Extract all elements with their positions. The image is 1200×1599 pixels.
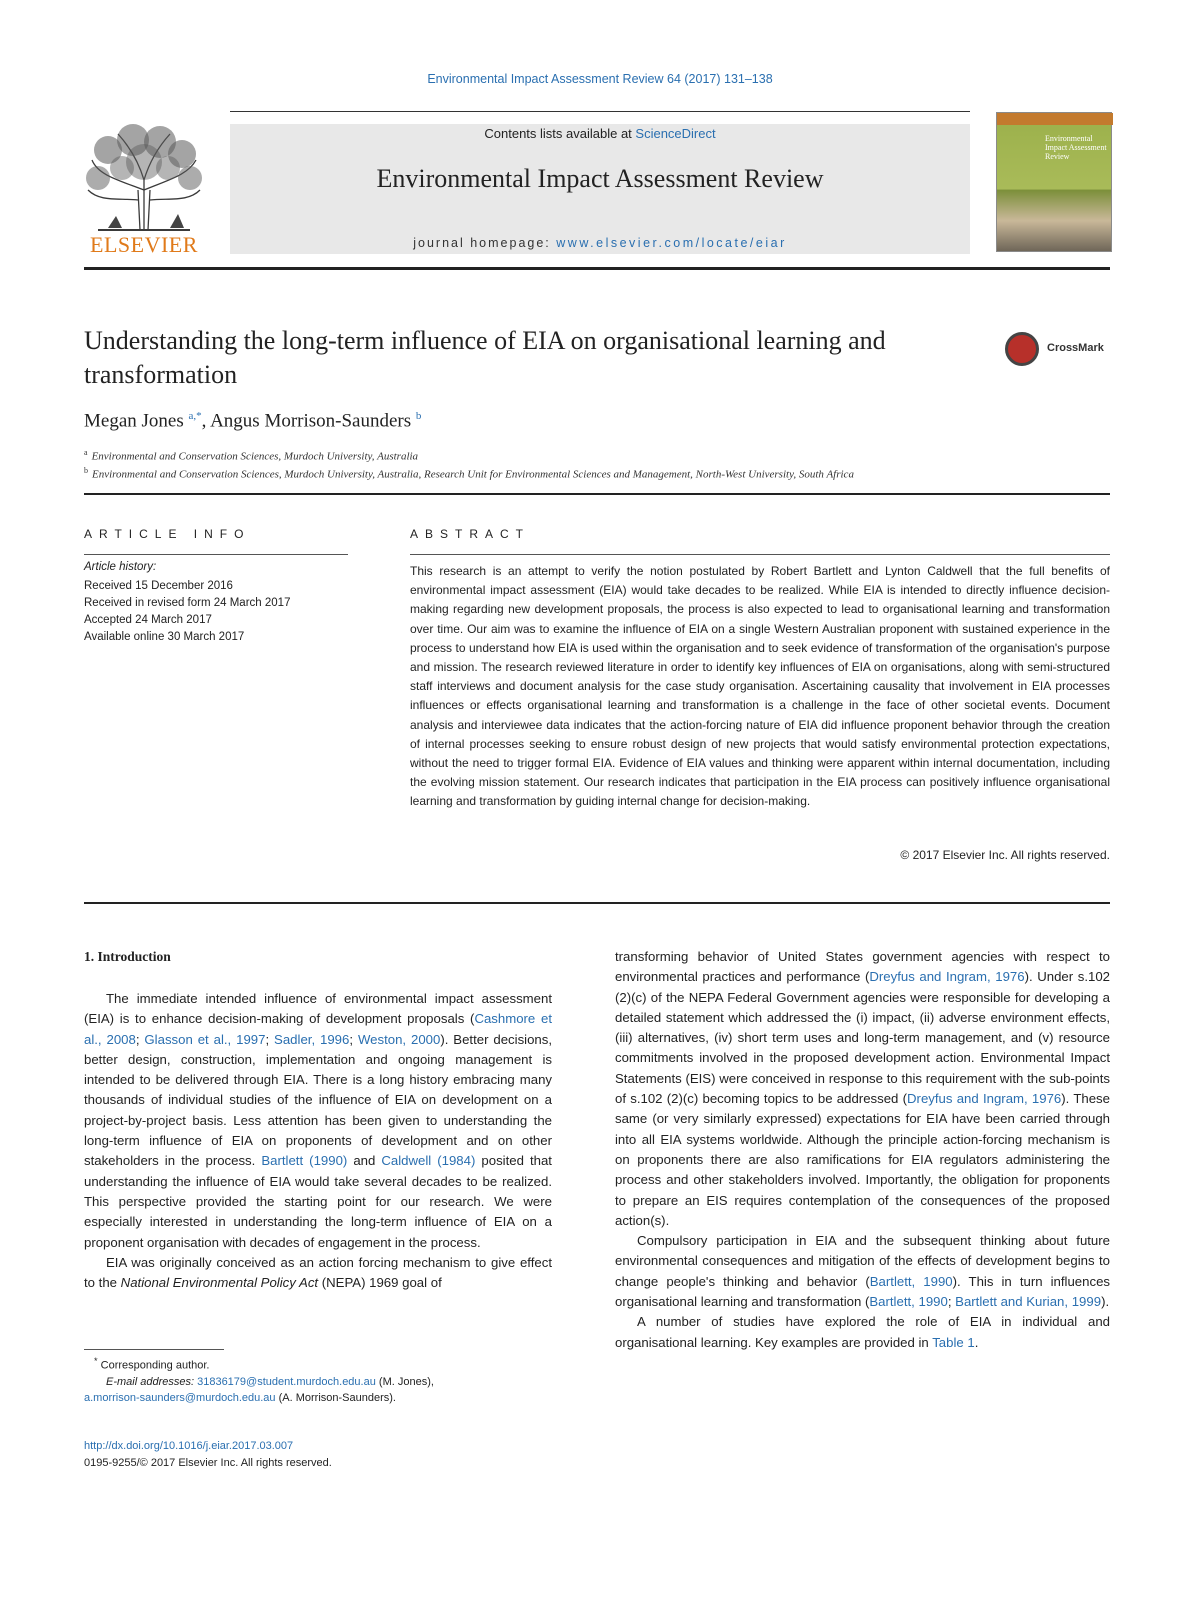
- ref-link[interactable]: Sadler, 1996: [274, 1031, 350, 1047]
- section-heading-introduction: 1. Introduction: [84, 949, 171, 964]
- text-run: .: [974, 1334, 979, 1350]
- ref-link[interactable]: Glasson et al., 1997: [144, 1031, 266, 1047]
- table-link[interactable]: Table 1: [932, 1334, 975, 1350]
- affiliation-rule: [84, 493, 1110, 495]
- author-jones-marks[interactable]: a,*: [188, 410, 202, 422]
- text-run: The immediate intended influence of environmental impact assessment (EIA) is to enhance decision-making of development proposals (: [84, 991, 552, 1027]
- journal-cover-thumbnail[interactable]: [996, 112, 1112, 252]
- ref-link[interactable]: Bartlett, 1990: [869, 1294, 948, 1310]
- abstract-copyright: © 2017 Elsevier Inc. All rights reserved.: [900, 848, 1110, 862]
- history-item: Received in revised form 24 March 2017: [84, 597, 291, 609]
- abstract-text: This research is an attempt to verify the notion postulated by Robert Bartlett and Lynton Caldwell that the full benefits of environmental impact assessment (EIA) would take decades to be realized. While EIA is intended to directly influence decision-making regarding new development proposals, the process is also expected to lead to organisational learning and transformation over time. Our aim was to examine the influence of EIA on a single Western Australian proponent with sustained experience in the process to understand how EIA is used within the organisation and to seek evidence of transformation of the organisation's purpose and mission. The research reviewed literature in order to identify key influences of EIA on organisations, along with semi-structured staff interviews and document analysis for the case study organisation. Ascertaining causality that involvement in EIA processes influences or effects organisational learning and transformation is a challenge in the face of other societal events. Document analysis and interviewee data indicates that the action-forcing nature of EIA did influence proponent behavior through the creation of internal processes seeking to ensure robust design of new projects that would satisfy environmental protection expectations, without the need to trigger formal EIA. Evidence of EIA values and thinking were apparent within internal documentation, including the evolving mission statement. Our research indicates that participation in the EIA process can positively influence organisational learning and transformation by guiding internal change for decision-making.: [410, 564, 1110, 809]
- homepage-link[interactable]: www.elsevier.com/locate/eiar: [556, 236, 787, 250]
- elsevier-wordmark: ELSEVIER: [90, 232, 198, 257]
- crossmark-badge[interactable]: [1005, 332, 1125, 368]
- header-rule-top: [230, 111, 970, 112]
- text-run: ).: [1101, 1294, 1110, 1310]
- text-run: transforming behavior of United States government agencies with respect to environmental practices and performance (: [615, 949, 1110, 985]
- ref-link[interactable]: Bartlett, 1990: [869, 1273, 953, 1289]
- affiliation-text: Environmental and Conservation Sciences, Murdoch University, Australia: [91, 450, 419, 463]
- paragraph: [84, 989, 552, 1253]
- crossmark-label: CrossMark: [1047, 342, 1104, 354]
- ref-link[interactable]: Dreyfus and Ingram, 1976: [869, 969, 1025, 985]
- ref-link[interactable]: Caldwell (1984): [381, 1153, 476, 1169]
- article-history-label: Article history:: [84, 561, 157, 573]
- ref-link[interactable]: Cashmore et al., 2008: [84, 1011, 553, 1047]
- ref-link[interactable]: Dreyfus and Ingram, 1976: [907, 1091, 1062, 1107]
- email-label: E-mail addresses:: [106, 1375, 198, 1388]
- paragraph: [615, 1231, 1110, 1312]
- journal-citation[interactable]: Environmental Impact Assessment Review 64 (2017) 131–138: [427, 72, 773, 86]
- text-run: ;: [349, 1031, 358, 1047]
- footnote-emails-cont: [84, 1390, 554, 1406]
- history-item: Received 15 December 2016: [84, 580, 233, 592]
- homepage-prefix: journal homepage:: [413, 236, 557, 250]
- history-item: Available online 30 March 2017: [84, 631, 245, 643]
- homepage-line: [230, 236, 970, 250]
- text-run: posited that understanding the influence of EIA would take several decades to be realized. This perspective provided the starting point for our research. We were especially interested in understanding the long-term influence of EIA on a proponent organisation with decades of engagement in the process.: [84, 1153, 552, 1250]
- email-name: (A. Morrison-Saunders).: [275, 1391, 396, 1404]
- article-title: Understanding the long-term influence of EIA on organisational learning and transformation: [84, 326, 886, 389]
- sciencedirect-link[interactable]: ScienceDirect: [635, 126, 716, 141]
- text-run: ;: [135, 1031, 145, 1047]
- footnote-mark: *: [94, 1356, 98, 1366]
- author-list: [84, 410, 421, 432]
- text-run: ). These same (or very similarly expressed) expectations for EIA have been carried through into all EIA systems worldwide. Although the principle action-forcing mechanism is on proponents there are also ramifications for EIA regulators administering the process and other stakeholders involved. Importantly, the obligation for proponents to prepare an EIS requires contemplation of the consequences of the proposed action(s).: [615, 1091, 1110, 1228]
- article-history-list: [84, 578, 290, 646]
- text-run: ). This in turn influences organisational learning and transformation (: [615, 1273, 1111, 1310]
- ref-link[interactable]: Weston, 2000: [357, 1031, 441, 1047]
- crossmark-icon: [1005, 332, 1039, 366]
- affiliation-a: [84, 448, 418, 463]
- footnote: [84, 1353, 554, 1406]
- abstract-bottom-rule: [84, 902, 1110, 904]
- contents-prefix: Contents lists available at: [484, 126, 636, 141]
- text-run: A number of studies have explored the role of EIA in individual and organisational learning. Key examples are provided in: [615, 1314, 1110, 1350]
- email-link-jones[interactable]: 31836179@student.murdoch.edu.au: [197, 1375, 376, 1388]
- issn-line: 0195-9255/© 2017 Elsevier Inc. All rights reserved.: [84, 1457, 332, 1469]
- text-run: EIA was originally conceived as an action forcing mechanism to give effect to the: [84, 1254, 552, 1291]
- author-separator: ,: [201, 410, 211, 432]
- footnote-corresponding-text: Corresponding author.: [100, 1359, 210, 1372]
- history-item: Accepted 24 March 2017: [84, 614, 212, 626]
- ref-link[interactable]: Bartlett and Kurian, 1999: [955, 1294, 1102, 1310]
- cover-band: [997, 113, 1113, 125]
- affiliation-mark: b: [84, 466, 88, 475]
- paragraph: [615, 1312, 1110, 1353]
- footnote-rule: [84, 1349, 224, 1350]
- affiliation-text: Environmental and Conservation Sciences, Murdoch University, Australia, Research Unit for Environmental Sciences and Management, North-West University, South Africa: [92, 468, 854, 481]
- journal-title: Environmental Impact Assessment Review: [376, 164, 824, 193]
- affiliation-b: [84, 466, 854, 481]
- text-run: Compulsory participation in EIA and the subsequent thinking about future environmental consequences and mitigation of the effects of development begins to change people's thinking and behavior (: [615, 1233, 1110, 1289]
- author-morrison-saunders-marks[interactable]: b: [415, 410, 422, 422]
- doi-link[interactable]: http://dx.doi.org/10.1016/j.eiar.2017.03.007: [84, 1440, 294, 1452]
- article-info-heading: ARTICLE INFO: [84, 527, 251, 541]
- footnote-corresponding: [84, 1353, 554, 1374]
- footnote-emails: [84, 1374, 554, 1390]
- text-run: and: [347, 1153, 382, 1169]
- article-info-rule: [84, 554, 348, 555]
- text-run: (NEPA) 1969 goal of: [318, 1275, 442, 1291]
- text-run: ). Better decisions, better design, construction, implementation and ongoing management is intended to be delivered through EIA. There is a long history embracing many thousands of individual studies of the influence of EIA on development on a project-by-project basis. Less attention has been given to understanding the long-term influence of EIA on proponents of development and on other stakeholders in the process.: [84, 1031, 553, 1169]
- text-run: ;: [947, 1294, 956, 1310]
- text-run-italic: National Environmental Policy Act: [120, 1275, 319, 1291]
- affiliation-mark: a: [84, 448, 88, 457]
- paragraph: [84, 1253, 552, 1294]
- email-link-morrison-saunders[interactable]: a.morrison-saunders@murdoch.edu.au: [84, 1391, 276, 1404]
- text-run: ;: [265, 1031, 275, 1047]
- ref-link[interactable]: Bartlett (1990): [261, 1153, 348, 1169]
- paragraph: [615, 947, 1110, 1231]
- email-name: (M. Jones),: [375, 1375, 434, 1388]
- body-column-left: [84, 989, 552, 1293]
- contents-line: [230, 126, 970, 141]
- text-run: ). Under s.102 (2)(c) of the NEPA Federal Government agencies were responsible for developing a detailed statement which addressed the (i) impact, (ii) adverse environment effects, (iii) alternatives, (iv) short term uses and long-term management, and (v) resource commitments involved in the proposed development action. Environmental Impact Statements (EIS) were conceived in response to this requirement with the sub-points of s.102 (2)(c) becoming topics to be addressed (: [615, 969, 1110, 1107]
- body-column-right: [615, 947, 1110, 1353]
- header-rule-bottom: [84, 267, 1110, 270]
- author-morrison-saunders[interactable]: Angus Morrison-Saunders: [210, 410, 412, 432]
- cover-title: Environmental Impact Assessment Review: [1045, 134, 1107, 161]
- author-jones[interactable]: Megan Jones: [84, 410, 184, 432]
- abstract-rule: [410, 554, 1110, 555]
- abstract-heading: ABSTRACT: [410, 527, 531, 541]
